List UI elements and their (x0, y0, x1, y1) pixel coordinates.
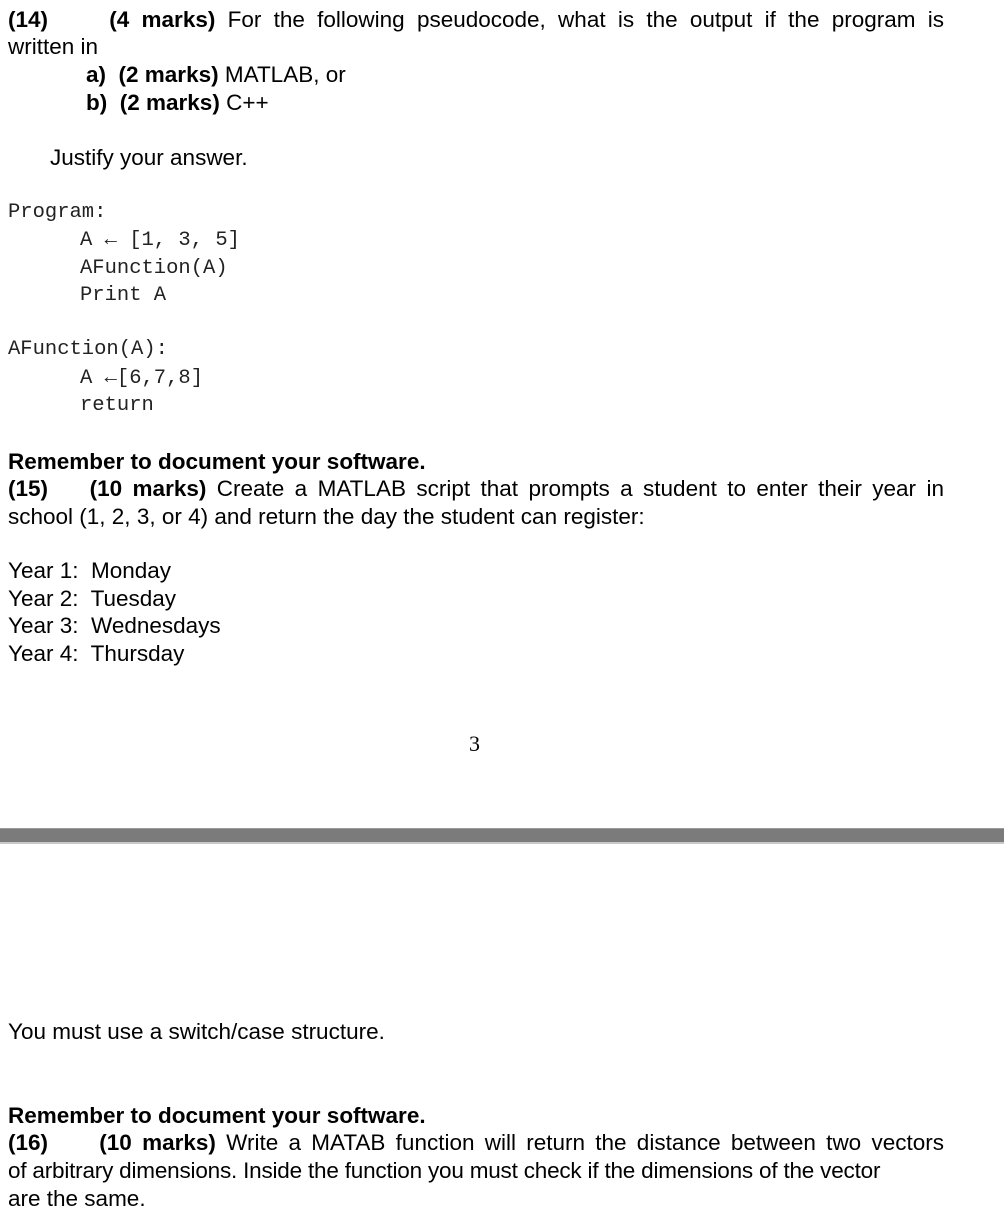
page-separator-shadow (0, 842, 1004, 844)
schedule-item (8, 612, 221, 640)
schedule-day: Tuesday (90, 586, 177, 611)
code-function-line: A ←[6,7,8] (80, 367, 204, 390)
code-function-header: AFunction(A): (8, 338, 168, 361)
schedule-item (8, 557, 171, 585)
q14-part-a-marks: (2 marks) (118, 62, 219, 87)
reminder-1: Remember to document your software. (8, 449, 426, 474)
schedule-item (8, 585, 176, 613)
schedule-day: Wednesdays (91, 613, 221, 638)
schedule-year: Year 1: (8, 558, 79, 583)
schedule-year: Year 2: (8, 586, 79, 611)
q14-part-b-label: b) (86, 90, 108, 115)
reminder-2: Remember to document your software. (8, 1103, 426, 1128)
switch-case-note: You must use a switch/case structure. (8, 1019, 385, 1044)
q16-line-2: of arbitrary dimensions. Inside the function you must check if the dimensions of the vector (8, 1158, 881, 1183)
q14-part-a (86, 61, 346, 89)
q15-number: (15) (8, 476, 49, 501)
schedule-year: Year 3: (8, 613, 79, 638)
schedule-year: Year 4: (8, 641, 79, 666)
q15-prompt: Create a MATLAB script that prompts a student to enter their year in (216, 476, 944, 501)
code-program-line: Print A (80, 284, 167, 307)
q16-number: (16) (8, 1130, 49, 1155)
q14-justify: Justify your answer. (50, 145, 248, 170)
code-function-line: return (80, 394, 154, 417)
q14-line-1 (8, 6, 944, 34)
q16-line-1 (8, 1129, 944, 1157)
q16-prompt: Write a MATAB function will return the distance between two vectors (226, 1130, 944, 1155)
q16-line-3: are the same. (8, 1186, 146, 1211)
q14-part-a-text: MATLAB, or (224, 62, 346, 87)
code-program-line: A ← [1, 3, 5] (80, 229, 240, 252)
code-program-header: Program: (8, 201, 107, 224)
q15-line-2: school (1, 2, 3, or 4) and return the day the student can register: (8, 504, 645, 529)
q15-line-1 (8, 475, 944, 503)
page-separator (0, 828, 1004, 842)
q14-part-b (86, 89, 269, 117)
q15-marks: (10 marks) (89, 476, 207, 501)
schedule-item (8, 640, 184, 668)
q16-marks: (10 marks) (99, 1130, 216, 1155)
schedule-day: Thursday (90, 641, 185, 666)
schedule-day: Monday (91, 558, 172, 583)
q14-number: (14) (8, 7, 49, 32)
q14-part-a-label: a) (86, 62, 107, 87)
q14-part-b-text: C++ (226, 90, 269, 115)
page-number: 3 (469, 731, 480, 756)
q14-prompt: For the following pseudocode, what is the output if the program is (227, 7, 944, 32)
q14-part-b-marks: (2 marks) (119, 90, 220, 115)
code-program-line: AFunction(A) (80, 257, 228, 280)
q14-line-2: written in (8, 34, 99, 59)
page-separator-highlight (0, 828, 1004, 829)
q14-marks: (4 marks) (109, 7, 216, 32)
